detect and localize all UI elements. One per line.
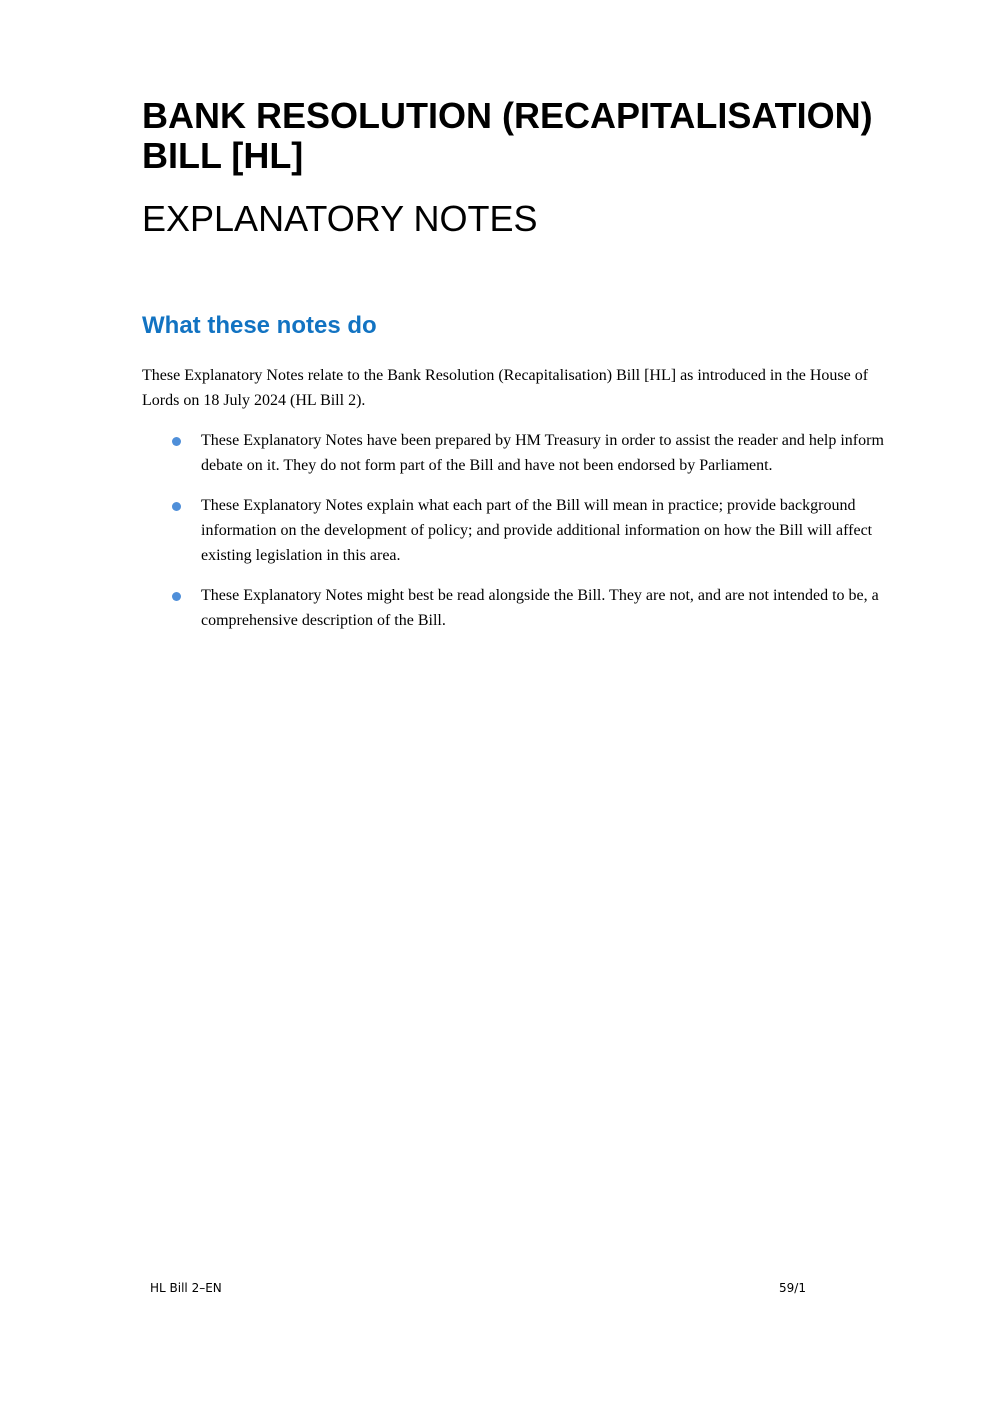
- section-heading: What these notes do: [142, 312, 377, 339]
- notes-bullet-list: [142, 428, 912, 648]
- bullet-item: [142, 493, 912, 568]
- bullet-text: These Explanatory Notes might best be read alongside the Bill. They are not, and are not intended to be, a comprehensive description of the Bill.: [201, 587, 879, 629]
- footer-bill-reference: HL Bill 2–EN: [150, 1281, 222, 1295]
- bullet-item: [142, 583, 912, 633]
- intro-paragraph: These Explanatory Notes relate to the Bank Resolution (Recapitalisation) Bill [HL] as introduced in the House of Lords on 18 July 2024 (HL Bill 2).: [142, 367, 869, 409]
- bill-title: BANK RESOLUTION (RECAPITALISATION) BILL [HL]: [142, 95, 873, 176]
- bullet-text: These Explanatory Notes explain what each part of the Bill will mean in practice; provide background information on the development of policy; and provide additional information on how the Bill will affect existing legislation in this area.: [201, 497, 873, 564]
- bullet-dot-icon: [172, 592, 181, 601]
- bullet-text: These Explanatory Notes have been prepared by HM Treasury in order to assist the reader and help inform debate on it. They do not form part of the Bill and have not been endorsed by Parliament.: [201, 432, 884, 474]
- bullet-dot-icon: [172, 437, 181, 446]
- bullet-item: [142, 428, 912, 478]
- bullet-dot-icon: [172, 502, 181, 511]
- document-subtitle: EXPLANATORY NOTES: [142, 198, 538, 239]
- footer-print-code: 59/1: [779, 1281, 806, 1295]
